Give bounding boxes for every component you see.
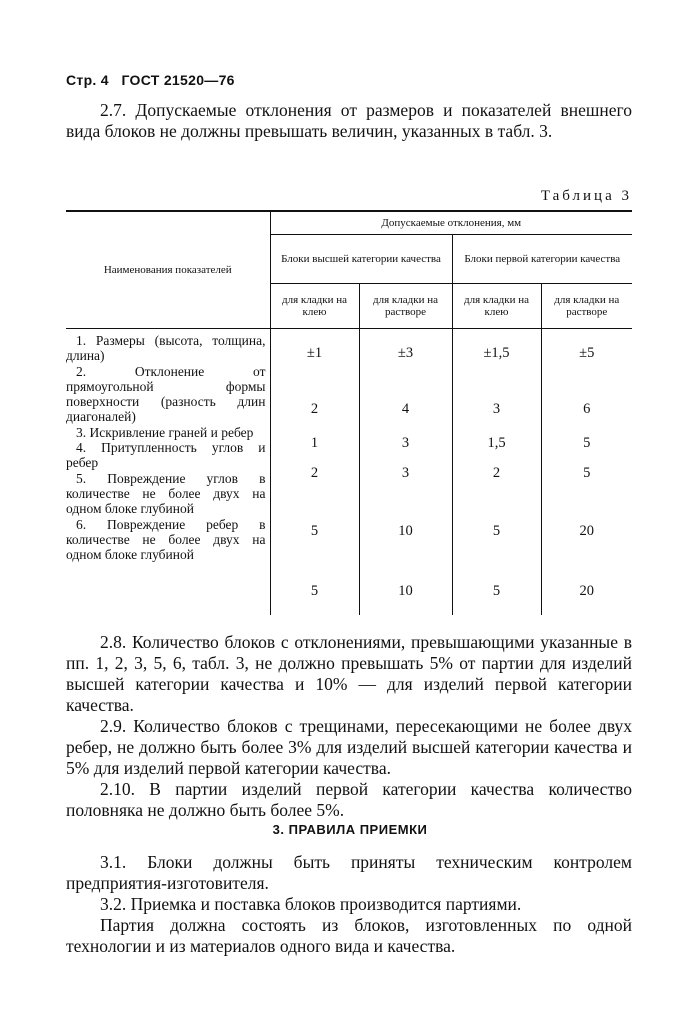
table-cell: 4	[401, 401, 410, 417]
table-cell: 2	[492, 465, 501, 481]
table-cell: 2	[310, 401, 319, 417]
paragraph-2-9: 2.9. Количество блоков с трещинами, пересекающими не более двух ребер, не должно быть более 3% для изделий высшей категории качества и 5% для изделий первой категории качества.	[66, 716, 632, 778]
standard-code: ГОСТ 21520—76	[121, 72, 235, 88]
paragraph-3-2: 3.2. Приемка и поставка блоков производится партиями.	[100, 894, 522, 914]
table-cell: 2	[310, 465, 319, 481]
table-cell: 20	[579, 583, 595, 599]
table-cell: 3	[492, 401, 501, 417]
table-cell: 10	[398, 583, 413, 599]
row-name: 6. Повреждение ребер в количестве не более двух на одном блоке глубиной	[66, 516, 266, 563]
table-cell: 5	[310, 583, 319, 599]
table-cell: 20	[579, 523, 595, 539]
page-number: Стр. 4	[66, 72, 109, 88]
paragraph-2-8: 2.8. Количество блоков с отклонениями, превышающими указанные в пп. 1, 2, 3, 5, 6, табл. 3, не должно превышать 5% от партии для изделий высшей категории качества и 10% — для изделий первой категории качества.	[66, 632, 632, 715]
values-first-glue	[452, 329, 541, 616]
header-first-glue: для кладки на клею	[452, 284, 541, 329]
paragraph-2-10: 2.10. В партии изделий первой категории качества количество половняка не должно быть более 5%.	[66, 779, 632, 820]
values-high-mortar	[359, 329, 452, 616]
table-cell: 5	[492, 583, 501, 599]
table-cell: 1	[310, 435, 319, 451]
table-cell: 3	[401, 465, 410, 481]
header-high-glue: для кладки на клею	[270, 284, 359, 329]
header-high-mortar: для кладки на растворе	[359, 284, 452, 329]
table-caption: Таблица 3	[540, 188, 632, 204]
table-cell: 5	[492, 523, 501, 539]
row-name: 1. Размеры (высота, толщина, длина)	[66, 333, 266, 364]
table-cell: 10	[398, 523, 413, 539]
row-name: 3. Искривление граней и ребер	[76, 424, 254, 440]
values-first-mortar	[541, 329, 632, 616]
group-header: Допускаемые отклонения, мм	[270, 211, 632, 235]
header-first-category: Блоки первой категории качества	[452, 235, 632, 284]
values-high-glue	[270, 329, 359, 616]
table-cell: ±1	[306, 345, 323, 361]
row-name: 5. Повреждение углов в количестве не более двух на одном блоке глубиной	[66, 470, 266, 517]
deviation-table	[66, 210, 632, 615]
table-cell: 6	[583, 401, 591, 417]
table-cell: 3	[401, 435, 410, 451]
paragraph-3-1: 3.1. Блоки должны быть приняты техническим контролем предприятия-изготовителя.	[66, 852, 632, 893]
paragraph-2-7: 2.7. Допускаемые отклонения от размеров и показателей внешнего вида блоков не должны превышать величин, указанных в табл. 3.	[66, 100, 632, 141]
table-cell: 5	[583, 435, 591, 451]
page-header	[66, 72, 235, 88]
row-name: 2. Отклонение от прямоугольной формы поверхности (разность длин диагоналей)	[66, 363, 266, 425]
section-title: 3. ПРАВИЛА ПРИЕМКИ	[272, 822, 428, 837]
header-first-mortar: для кладки на растворе	[541, 284, 632, 329]
indicator-names	[66, 329, 270, 616]
paragraph-3-2-continued: Партия должна состоять из блоков, изготовленных по одной технологии и из материалов одного вида и качества.	[66, 915, 632, 956]
table-cell: ±3	[397, 345, 414, 361]
column-header-indicator: Наименования показателей	[66, 211, 270, 329]
header-high-category: Блоки высшей категории качества	[270, 235, 452, 284]
table-cell: ±1,5	[483, 345, 510, 361]
row-name: 4. Притупленность углов и ребер	[66, 440, 266, 471]
table-cell: 5	[310, 523, 319, 539]
table-cell: 1,5	[487, 435, 506, 451]
table-cell: 5	[583, 465, 591, 481]
table-cell: ±5	[579, 345, 595, 361]
